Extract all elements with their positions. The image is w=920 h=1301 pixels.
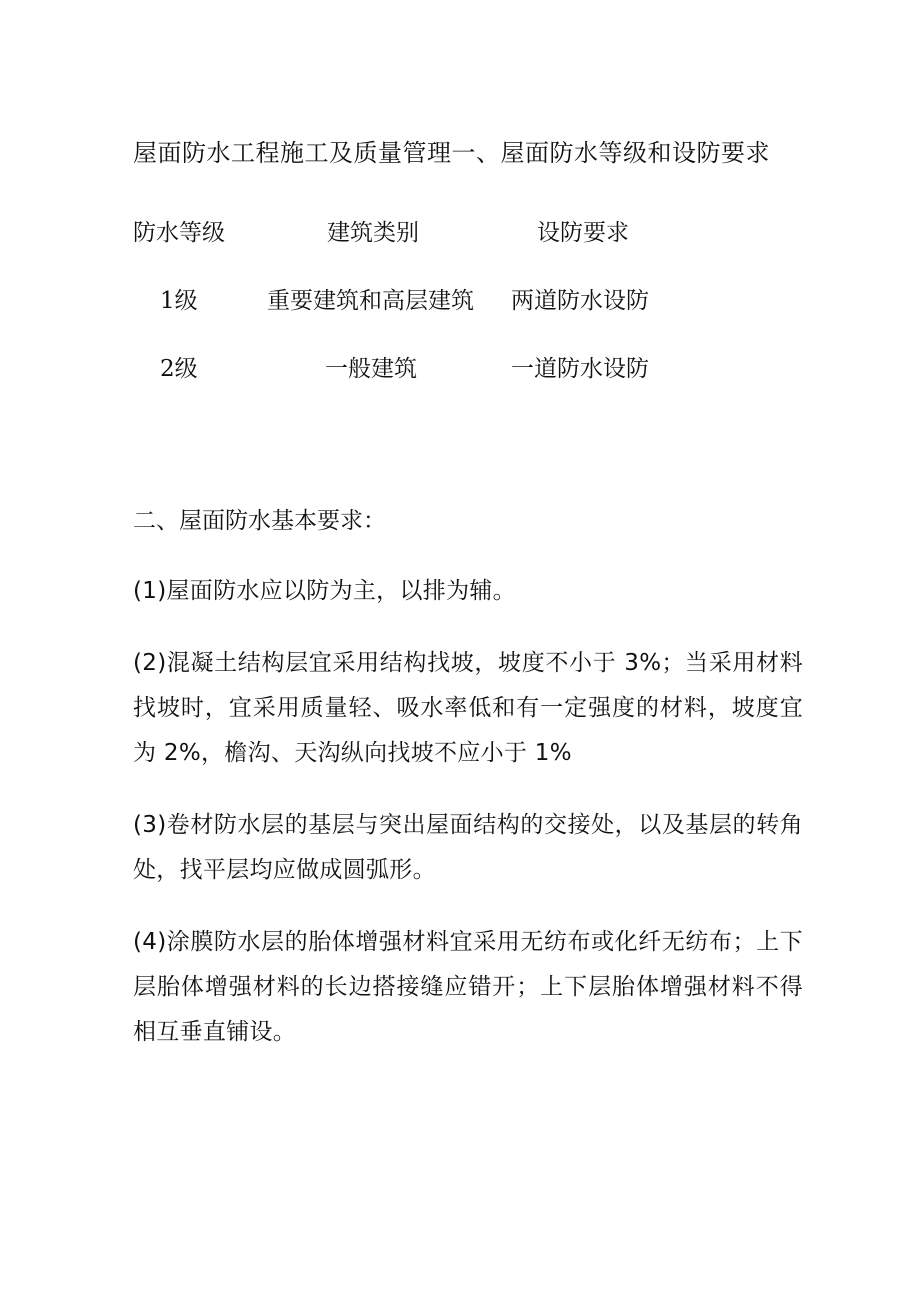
header-building-type: 建筑类别 <box>327 220 419 246</box>
basic-requirements-section <box>133 501 803 1082</box>
row2-building-type: 一般建筑 <box>325 356 417 382</box>
requirement-item: (2)混凝土结构层宜采用结构找坡，坡度不小于 3%；当采用材料找坡时，宜采用质量轻、吸水率低和有一定强度的材料，坡度宜为 2%，檐沟、天沟纵向找坡不应小于 1% <box>133 650 803 766</box>
row2-requirement: 一道防水设防 <box>511 356 649 382</box>
waterproof-grade-table <box>0 213 920 417</box>
requirement-item: (1)屋面防水应以防为主，以排为辅。 <box>133 578 516 604</box>
header-grade: 防水等级 <box>133 220 225 246</box>
page-title: 屋面防水工程施工及质量管理一、屋面防水等级和设防要求 <box>133 139 770 167</box>
row1-grade: 1级 <box>160 288 198 314</box>
section-heading: 二、屋面防水基本要求： <box>133 508 386 534</box>
table-header-row <box>0 213 920 281</box>
table-row <box>0 349 920 417</box>
requirement-item: (3)卷材防水层的基层与突出屋面结构的交接处，以及基层的转角处，找平层均应做成圆弧形。 <box>133 812 803 883</box>
table-row <box>0 281 920 349</box>
row1-building-type: 重要建筑和高层建筑 <box>267 288 474 314</box>
header-requirement: 设防要求 <box>537 220 629 246</box>
requirement-item: (4)涂膜防水层的胎体增强材料宜采用无纺布或化纤无纺布；上下层胎体增强材料的长边搭接缝应错开；上下层胎体增强材料不得相互垂直铺设。 <box>133 929 803 1045</box>
row2-grade: 2级 <box>160 356 198 382</box>
row1-requirement: 两道防水设防 <box>511 288 649 314</box>
